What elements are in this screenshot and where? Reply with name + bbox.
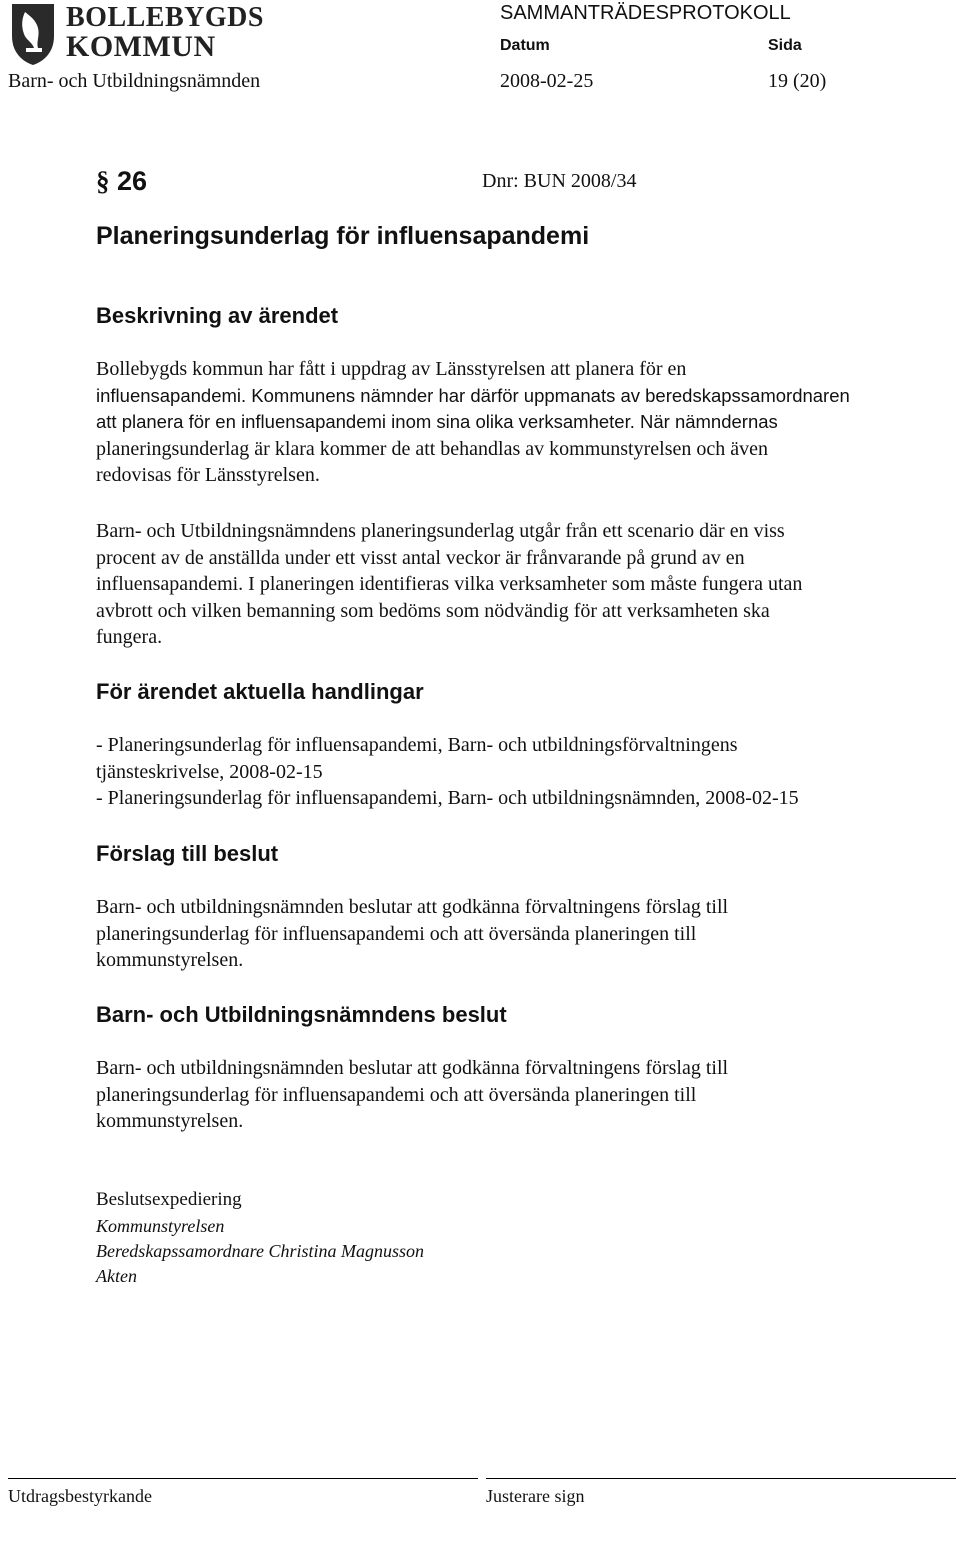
beskrivning-paragraph-1 (96, 356, 956, 489)
text-line: planeringsunderlag för influensapandemi och att översända planeringen till (96, 1083, 697, 1106)
text-line: att planera för en influensapandemi inom sina olika verksamheter. När nämndernas (96, 411, 778, 432)
recipient: Kommunstyrelsen (96, 1216, 225, 1236)
beslutsexpediering-recipients (96, 1214, 424, 1289)
dnr-reference: Dnr: BUN 2008/34 (482, 170, 637, 192)
text-line: influensapandemi. Kommunens nämnder har därför uppmanats av beredskapssamordnaren (96, 384, 850, 406)
meeting-date: 2008-02-25 (500, 70, 594, 92)
text-line: Barn- och Utbildningsnämndens planeringsunderlag utgår från ett scenario där en viss (96, 520, 785, 542)
footer-utdragsbestyrkande: Utdragsbestyrkande (8, 1486, 152, 1506)
list-item: - Planeringsunderlag för influensapandemi, Barn- och utbildningsförvaltningens (96, 734, 738, 756)
text-line: kommunstyrelsen. (96, 1110, 244, 1132)
text-line: procent av de anställda under ett visst antal veckor är frånvarande på grund av en (96, 546, 745, 569)
list-item: tjänsteskrivelse, 2008-02-15 (96, 760, 323, 783)
handlingar-list (96, 732, 956, 812)
recipient: Beredskapssamordnare Christina Magnusson (96, 1241, 424, 1261)
committee-name: Barn- och Utbildningsnämnden (8, 70, 261, 92)
date-label: Datum (500, 37, 550, 54)
beslutsexpediering-heading: Beslutsexpediering (96, 1189, 242, 1210)
paragraph-number (96, 166, 147, 197)
forslag-paragraph (96, 894, 956, 974)
text-line: redovisas för Länsstyrelsen. (96, 464, 320, 486)
logo-line-1: BOLLEBYGDS (66, 2, 264, 33)
page-number: 19 (20) (768, 70, 827, 92)
beslut-paragraph (96, 1055, 956, 1135)
paragraph-number-value: 26 (117, 166, 148, 196)
text-line: Barn- och utbildningsnämnden beslutar att godkänna förvaltningens förslag till (96, 896, 729, 918)
recipient: Akten (96, 1266, 137, 1286)
signature-line-right (486, 1478, 956, 1479)
protocol-title: SAMMANTRÄDESPROTOKOLL (500, 2, 791, 24)
page-label: Sida (768, 37, 802, 54)
text-line: Bollebygds kommun har fått i uppdrag av Länsstyrelsen att planera för en (96, 358, 687, 380)
page-title: Planeringsunderlag för influensapandemi (96, 222, 590, 250)
heading-forslag: Förslag till beslut (96, 841, 279, 866)
text-line: planeringsunderlag för influensapandemi och att översända planeringen till (96, 922, 697, 945)
text-line: influensapandemi. I planeringen identifieras vilka verksamheter som måste fungera utan (96, 573, 803, 595)
list-item: - Planeringsunderlag för influensapandemi, Barn- och utbildningsnämnden, 2008-02-15 (96, 787, 799, 809)
text-line: avbrott och vilken bemanning som bedöms som nödvändig för att verksamheten ska (96, 599, 770, 622)
text-line: Barn- och utbildningsnämnden beslutar att godkänna förvaltningens förslag till (96, 1057, 729, 1079)
footer-justerare-sign: Justerare sign (486, 1486, 585, 1506)
logo-line-2: KOMMUN (66, 30, 216, 63)
heading-beskrivning: Beskrivning av ärendet (96, 303, 339, 328)
text-line: fungera. (96, 626, 163, 648)
text-line: kommunstyrelsen. (96, 949, 244, 971)
heading-handlingar: För ärendet aktuella handlingar (96, 679, 424, 704)
section-sign-icon: § (96, 166, 110, 196)
coat-of-arms-icon (8, 2, 58, 66)
heading-beslut: Barn- och Utbildningsnämndens beslut (96, 1002, 507, 1027)
municipality-logo (8, 2, 264, 68)
beskrivning-paragraph-2 (96, 518, 956, 651)
signature-line-left (8, 1478, 478, 1479)
text-line: planeringsunderlag är klara kommer de att behandlas av kommunstyrelsen och även (96, 437, 768, 460)
